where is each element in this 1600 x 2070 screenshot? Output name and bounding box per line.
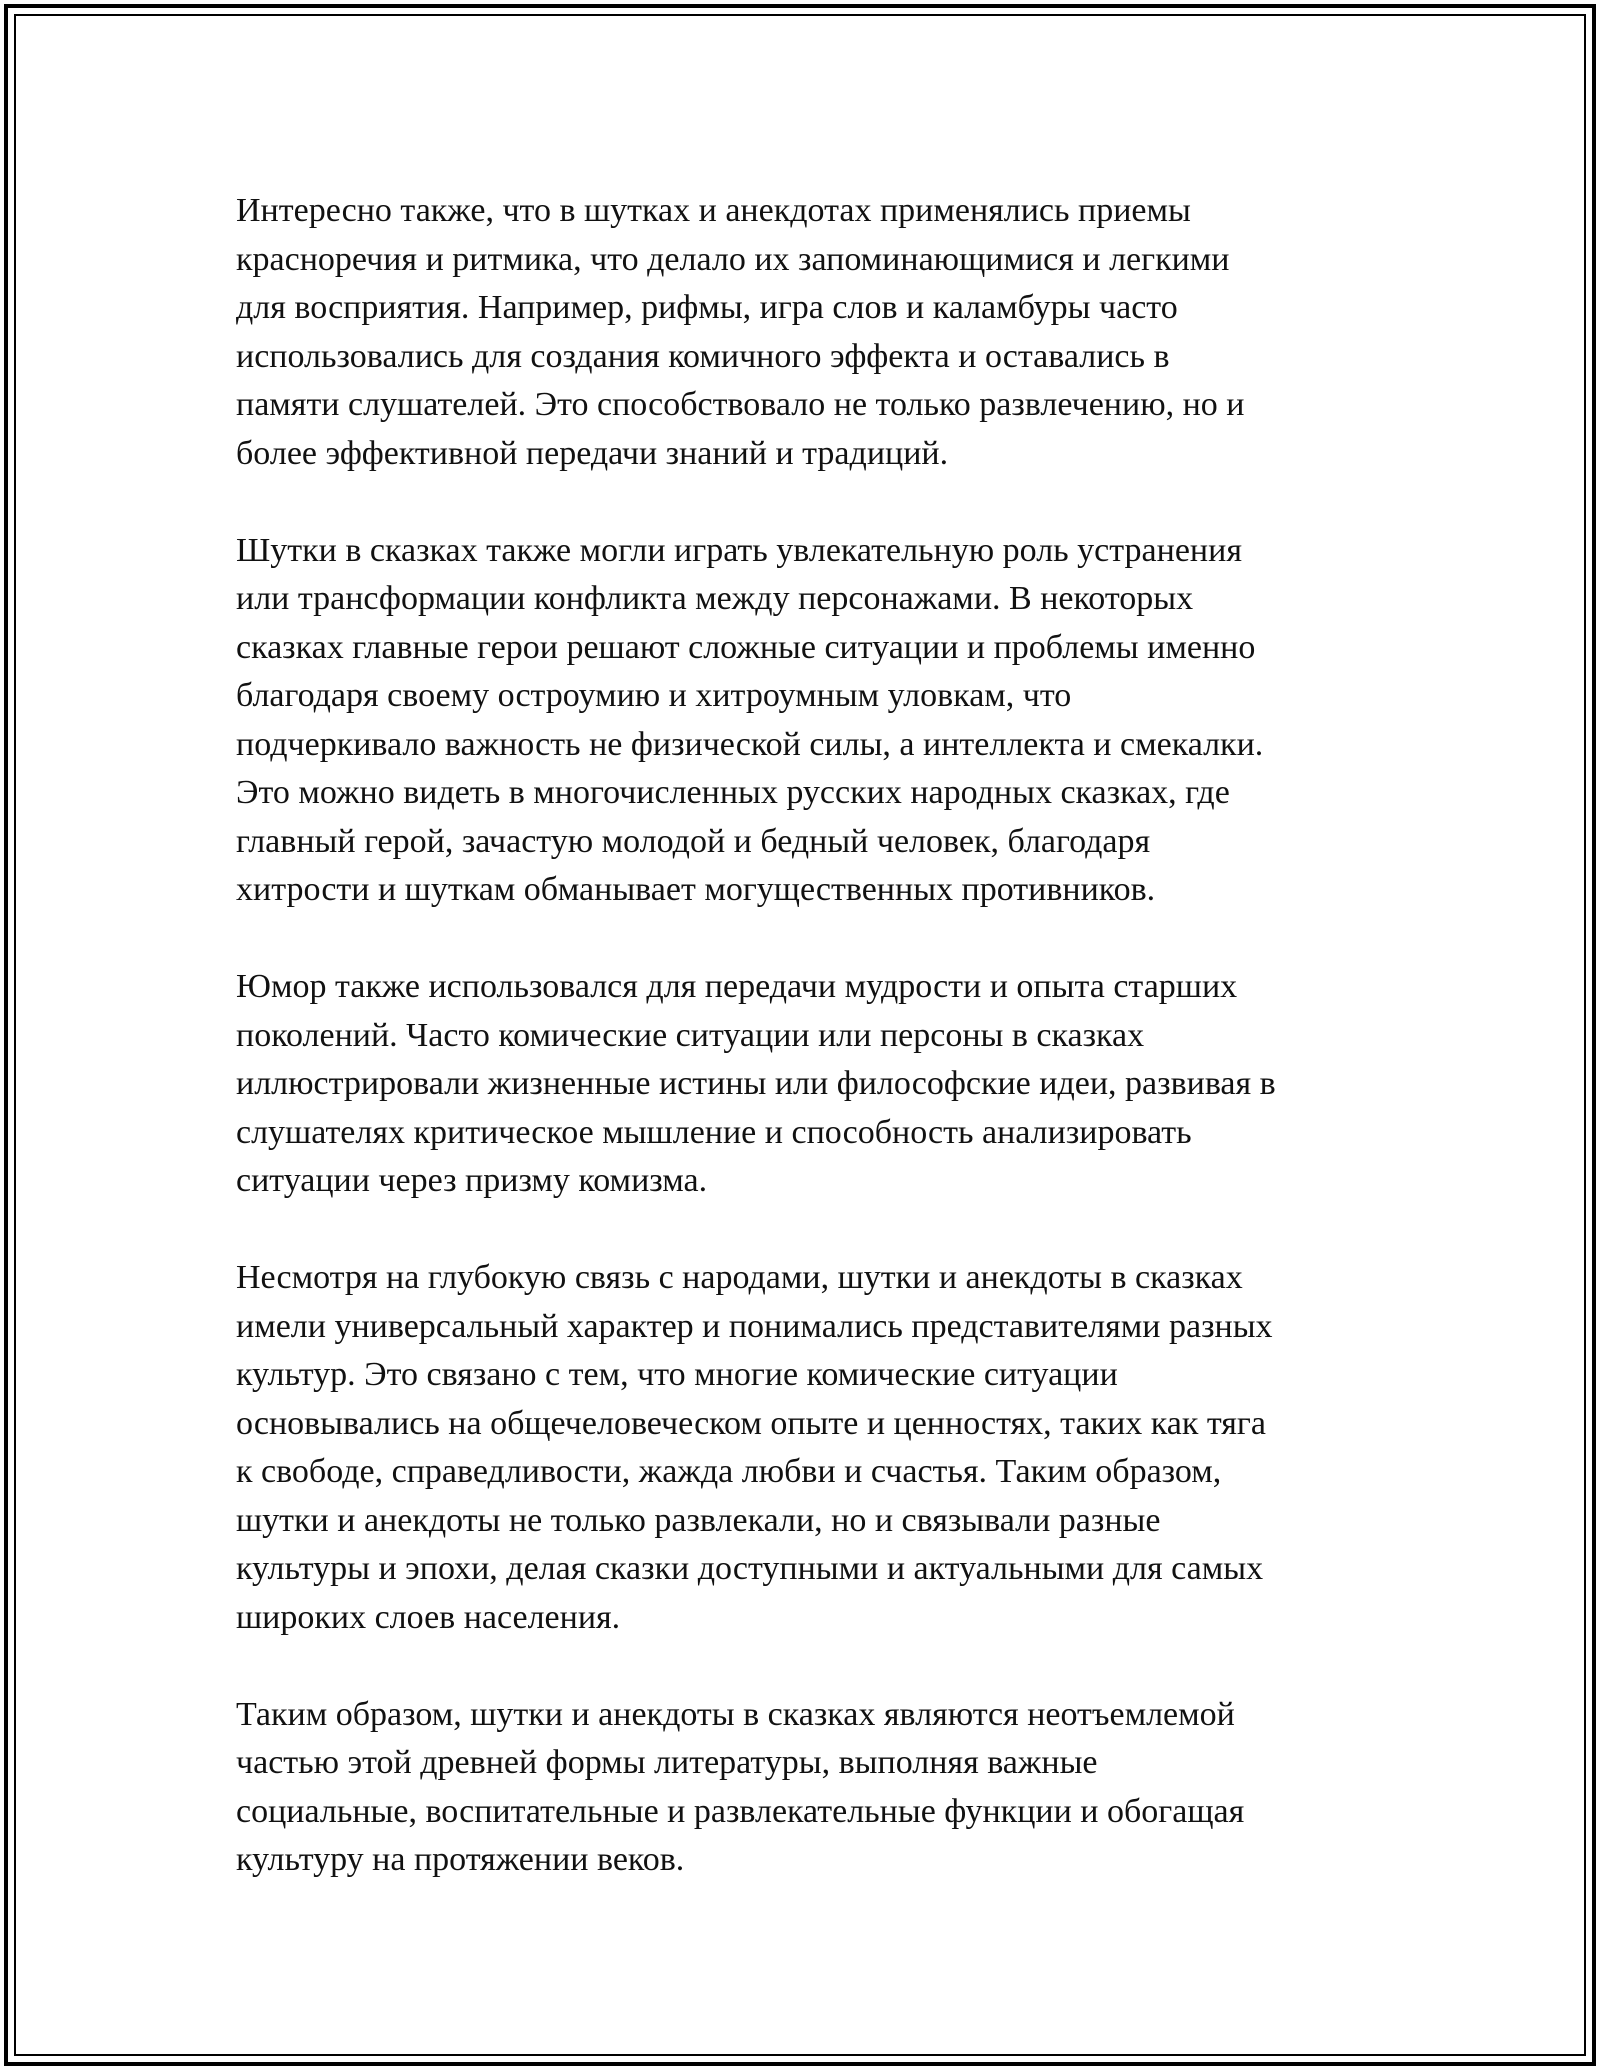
paragraph-4: Несмотря на глубокую связь с народами, шутки и анекдоты в сказках имели универсальный характер и понимались представителями разных культур. Это связано с тем, что многие комические ситуации основывались на общечеловеческом опыте и ценностях, таких как тяга к свободе, справедливости, жажда любви и счастья. Таким образом, шутки и анекдоты не только развлекали, но и связывали разные культуры и эпохи, делая сказки доступными и актуальными для самых широких слоев населения.: [236, 1259, 1273, 1636]
paragraph-2: Шутки в сказках также могли играть увлекательную роль устранения или трансформации конфликта между персонажами. В некоторых сказках главные герои решают сложные ситуации и проблемы именно благодаря своему остроумию и хитроумным уловкам, что подчеркивало важность не физической силы, а интеллекта и смекалки. Это можно видеть в многочисленных русских народных сказках, где главный герой, зачастую молодой и бедный человек, благодаря хитрости и шуткам обманывает могущественных противников.: [236, 531, 1264, 908]
paragraph-3: Юмор также использовался для передачи мудрости и опыта старших поколений. Часто комические ситуации или персоны в сказках иллюстрировали жизненные истины или философские идеи, развивая в слушателях критическое мышление и способность анализировать ситуации через призму комизма.: [236, 968, 1276, 1199]
document-body: [236, 187, 1366, 1885]
paragraph-1: Интересно также, что в шутках и анекдотах применялись приемы красноречия и ритмика, что делало их запоминающимися и легкими для восприятия. Например, рифмы, игра слов и каламбуры часто использовались для создания комичного эффекта и оставались в памяти слушателей. Это способствовало не только развлечению, но и более эффективной передачи знаний и традиций.: [236, 192, 1245, 472]
paragraph-5: Таким образом, шутки и анекдоты в сказках являются неотъемлемой частью этой древней формы литературы, выполняя важные социальные, воспитательные и развлекательные функции и обогащая культуру на протяжении веков.: [236, 1695, 1245, 1878]
